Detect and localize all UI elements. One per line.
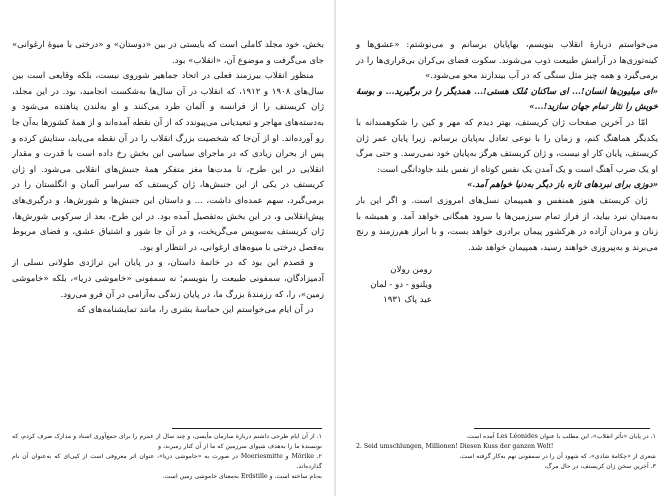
left-page (0, 0, 334, 496)
right-paragraph-2: امّا در آخرین صفحات ژان کریستف، بهتر دیدم که مهر و کین را شکوهمندانه با یکدیگر هماهنگ کنم، و زمان را با نوعی تعادل به‌پایان برسانم. زیرا پایان عمر ژان کریستف، پایان کار او نیست، و ژان کریستف هرگز به‌پایان خود نمی‌رسد. و حتی مرگ او یک ضرب آهنگ است و یک آمدن یک نفس کوتاه از نفس بلند جاودانگی است: (356, 117, 658, 175)
left-footnote-rule (172, 428, 322, 429)
right-footnote-3b: ۳. آخرین سخن ژان کریستف، در حال مرگ. (544, 463, 656, 470)
left-paragraph-1: بخش، خود مجلد کاملی است که بایستی در بین «دوستان» و «درختی با میوهٔ ارغوانی» جای می‌گرفت و موضوع آن، «انقلاب» بود. (12, 40, 324, 66)
signature-place: ویلنوو - دو - لمان (370, 280, 432, 291)
right-footnote-2: 2. Seid umschlungen, Millionen! Diesen Kuss der ganzen Welt! (356, 443, 554, 450)
left-footnote-2: ۲. Mörike و Moeriesmitte در صورت به «خاموشی دریا»، عنوان اثر معروفی است از کپی‌ای که به‌عنوان آن نام گذارده‌اند. (12, 453, 322, 470)
left-footnote-3: به‌نام ساخته است. و Erdstille به‌معنای خاموشی زمین است. (162, 473, 322, 480)
right-footnote-3a: شعری از «چکامهٔ شادی»، که شهود آن را در سمفونی نهم به‌کار گرفته است. (459, 453, 656, 460)
right-paragraph-3: ژان کریستف هنوز همنفس و همپیمان نسل‌های امروزی است. و اگر این بار به‌میدان نبرد بیاید، از فراز تمام سرزمین‌ها با سرود همگانی خواهد آمد. و همیشه با زنان و مردان آزاده در هرکشور پیمان برادری خواهد بست، و با ابراز هم‌رزمند و رنج می‌برند و به‌پیروزی خواهند رسید، همپیمان خواهد شد. (356, 195, 658, 253)
right-page (336, 0, 670, 496)
left-footnote-1: ۱. از آن ایام طرحی داشتم دربارهٔ سازمان مأیسی، و چند سال از عمرم را برای جمع‌آوری اسناد و مدارک صرف کردم، که نویسندهٔ ما را به‌هدف شیوای سرزمین که ما از آن کنار رمبرند، و (12, 433, 322, 450)
right-quote-2: «دوزی برای نبردهای تازه باز دیگر به‌دنیا خواهم آمد.» (466, 180, 658, 191)
left-paragraph-3: و قصدم این بود که در خاتمهٔ داستان، و در پایان این تراژدی طولانی نسلی از آدمیزادگان، سمفونی طبیعت را بنویسم؛ نه سمفونی «خاموشی دریا»، بلکه «خاموشی زمین»، را، که رزمندهٔ بزرگ ما، در پایان زندگی به‌آرامی در آن فرو می‌رود. (12, 258, 324, 300)
right-footnote-1: ۱. در پایان «تأثر انقلاب»، این مطلب با عنوان Les Léonides آمده است. (466, 433, 656, 440)
right-quote-1: «ای میلیون‌ها انسان!... ای ساکنان مُلک هستی!... همدیگر را در برگیرید... و بوسهٔ خویش را نثار تمام جهان سازید!...» (356, 86, 658, 113)
right-page-body (356, 38, 658, 308)
right-footnote-rule (474, 428, 650, 429)
left-paragraph-2: منظور انقلاب بیرزمند فعلی در اتحاد جماهیر شوروی نیست، بلکه وقایعی است بین سال‌های ۱۹۰۸ و ۱۹۱۲، که انقلاب در آن سال‌ها به‌شکست انجامید، بود. در این مجلد، ژان کریستف را از فرانسه و آلمان طرد می‌کنند و او به‌لندن پناهنده می‌شود و به‌دسته‌های مهاجر و تبعیدیانی می‌پیوندد که از آن نقطه آمده‌اند و از همهٔ کشورها به‌آن جا رو آورده‌اند. او از آن‌جا که شخصیت بزرگ انقلاب را در آن نقطه می‌یابد، ستایش کرده و پس از بحران زیادی که در ماجرای سیاسی این بخش رخ داده است با قدرت و مقدار انقلابی در این طرح، تا مدت‌ها مغز متفکر همهٔ جنبش‌های انقلابی می‌شود. او ژان کریستف در یکی از این جنبش‌ها، ژان کریستف که سراسر آلمان و انگلستان را در برمی‌گیرد، سهم عمده‌ای داشت، ... و داستان این جنبش‌ها و شورش‌ها، و درگیری‌های پیش‌انقلابی و، در این بخش به‌تفصیل آمده بود. در این طرح، بعد از سرکوبی شورش‌ها، ژان کریستف به‌سویس می‌گریخت، و در آن جا شور و اشتیاق عشق، و فضای مربوط به‌فصل درختی با میوه‌های ارغوانی، در انتظار او بود. (12, 71, 324, 253)
left-page-body (12, 38, 324, 319)
signature-name: رومن رولان (390, 265, 432, 276)
left-paragraph-4: در آن ایام می‌خواستم این حماسهٔ بشری را، مانند تمایشنامه‌های که (76, 305, 314, 316)
signature-date: عید پاک ۱۹۳۱ (383, 295, 432, 306)
right-footnotes (356, 432, 656, 472)
right-paragraph-1: می‌خواستم دربارهٔ انقلاب بنویسم، بهاپایان برسانم و می‌نوشتم: «عشق‌ها و کینه‌توزی‌ها در آرامش طبیعت ذوب می‌شوند. سکوت فضای بی‌کران بی‌قراری‌ها را در برمی‌گیرد و همه چیز مثل سنگی که در آب بیندازند محو می‌شود.» (356, 40, 658, 82)
author-signature (342, 263, 432, 308)
left-footnotes (12, 432, 322, 482)
